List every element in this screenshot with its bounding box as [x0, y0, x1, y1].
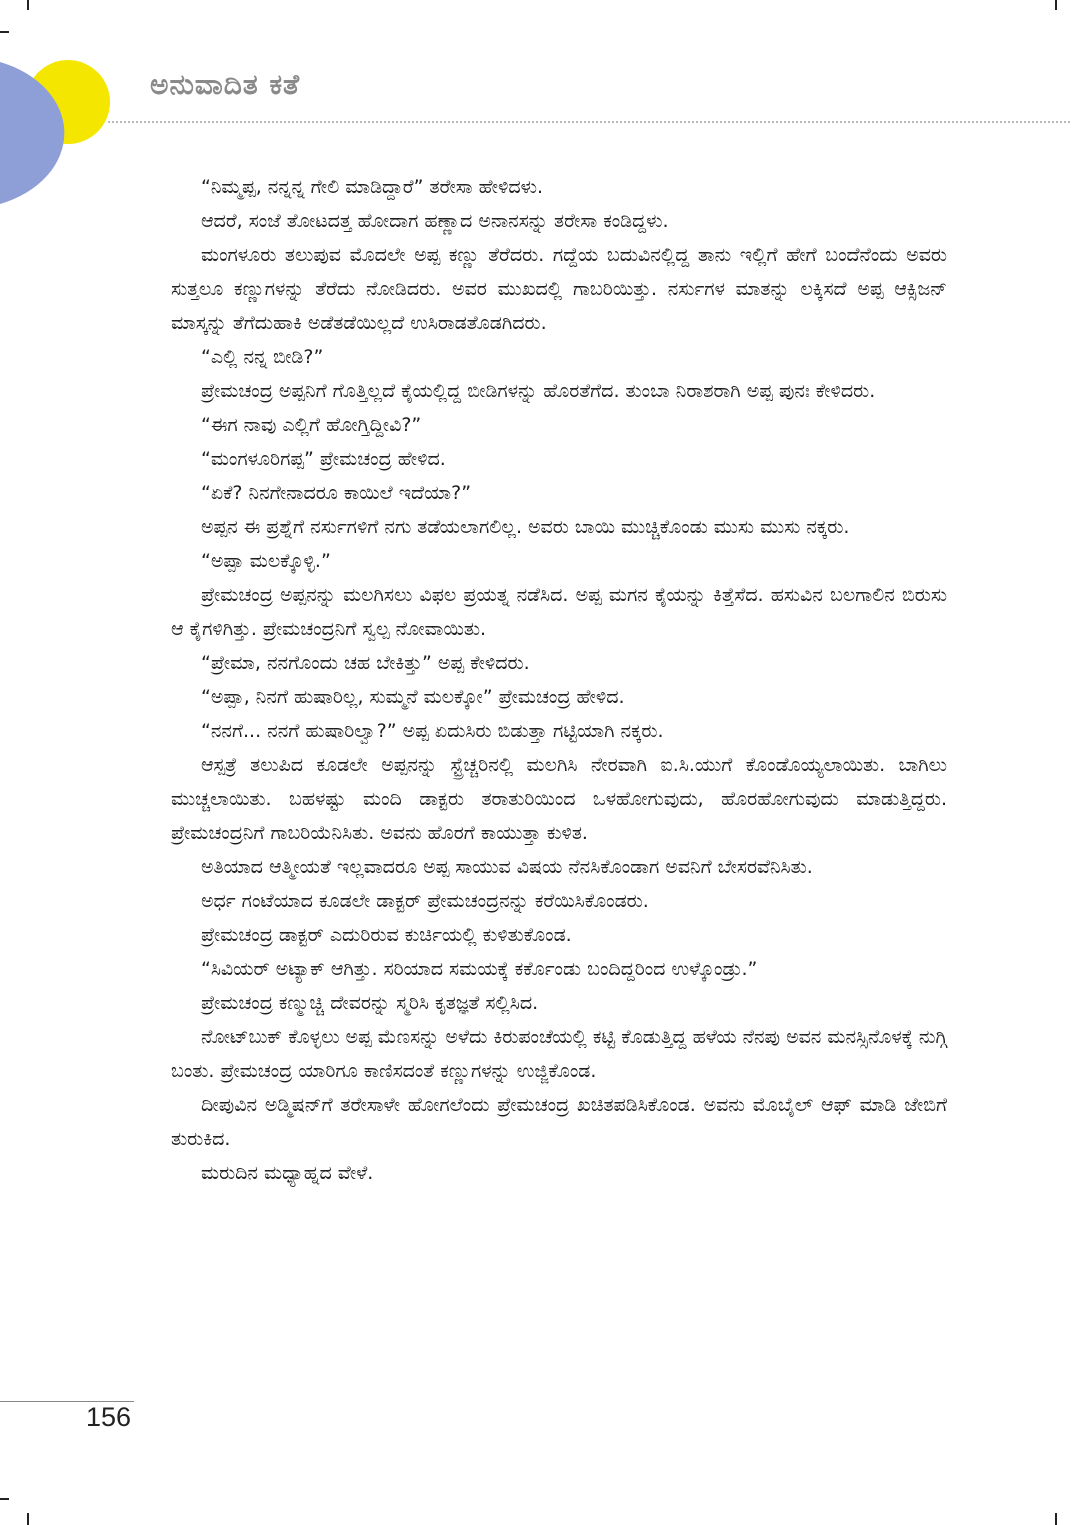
crop-mark [27, 0, 29, 10]
story-paragraph: ಪ್ರೇಮಚಂದ್ರ ಕಣ್ಮುಚ್ಚಿ ದೇವರನ್ನು ಸ್ಮರಿಸಿ ಕೃತಜ್ಞತೆ ಸಲ್ಲಿಸಿದ. [201, 992, 539, 1014]
story-paragraph: “ಸಿವಿಯರ್ ಅಟ್ಯಾಕ್ ಆಗಿತ್ತು. ಸರಿಯಾದ ಸಮಯಕ್ಕೆ ಕರ್ಕೊಂಡು ಬಂದಿದ್ದರಿಂದ ಉಳ್ಕೊಂಡ್ರು.” [201, 958, 758, 980]
story-paragraph: “ಅಪ್ಪಾ ಮಲಕ್ಕೊಳ್ಳಿ.” [201, 550, 331, 572]
story-body [171, 170, 947, 1190]
crop-mark [1055, 1513, 1057, 1525]
story-paragraph: “ಮಂಗಳೂರಿಗಪ್ಪ” ಪ್ರೇಮಚಂದ್ರ ಹೇಳಿದ. [201, 448, 446, 470]
crop-mark [0, 1498, 9, 1500]
crop-mark [27, 1513, 29, 1525]
header-decoration-circles [0, 50, 130, 210]
story-paragraph: ಪ್ರೇಮಚಂದ್ರ ಅಪ್ಪನಿಗೆ ಗೊತ್ತಿಲ್ಲದೆ ಕೈಯಲ್ಲಿದ್ದ ಬೀಡಿಗಳನ್ನು ಹೊರತೆಗೆದ. ತುಂಬಾ ನಿರಾಶರಾಗಿ ಅಪ್ಪ ಪುನಃ ಕೇಳಿದರು. [201, 380, 876, 402]
crop-mark [1055, 0, 1057, 10]
story-paragraph: ಪ್ರೇಮಚಂದ್ರ ಅಪ್ಪನನ್ನು ಮಲಗಿಸಲು ವಿಫಲ ಪ್ರಯತ್ನ ನಡೆಸಿದ. ಅಪ್ಪ ಮಗನ ಕೈಯನ್ನು ಕಿತ್ತೆಸೆದ. ಹಸುವಿನ ಬಲಗಾಲಿನ ಬಿರುಸು ಆ ಕೈಗಳಿಗಿತ್ತು. ಪ್ರೇಮಚಂದ್ರನಿಗೆ ಸ್ವಲ್ಪ ನೋವಾಯಿತು. [171, 584, 947, 640]
story-paragraph: ಪ್ರೇಮಚಂದ್ರ ಡಾಕ್ಟರ್ ಎದುರಿರುವ ಕುರ್ಚಿಯಲ್ಲಿ ಕುಳಿತುಕೊಂಡ. [201, 924, 572, 946]
story-paragraph: “ಎಲ್ಲಿ ನನ್ನ ಬೀಡಿ?” [201, 346, 324, 368]
story-paragraph: ಅತಿಯಾದ ಆತ್ಮೀಯತೆ ಇಲ್ಲವಾದರೂ ಅಪ್ಪ ಸಾಯುವ ವಿಷಯ ನೆನಸಿಕೊಂಡಾಗ ಅವನಿಗೆ ಬೇಸರವೆನಿಸಿತು. [201, 856, 813, 878]
story-paragraph: ಅಪ್ಪನ ಈ ಪ್ರಶ್ನೆಗೆ ನರ್ಸುಗಳಿಗೆ ನಗು ತಡೆಯಲಾಗಲಿಲ್ಲ. ಅವರು ಬಾಯಿ ಮುಚ್ಚಿಕೊಂಡು ಮುಸು ಮುಸು ನಕ್ಕರು. [201, 516, 850, 538]
story-paragraph: ದೀಪುವಿನ ಅಡ್ಮಿಷನ್‌ಗೆ ತರೇಸಾಳೇ ಹೋಗಲೆಂದು ಪ್ರೇಮಚಂದ್ರ ಖಚಿತಪಡಿಸಿಕೊಂಡ. ಅವನು ಮೊಬೈಲ್ ಆಫ್ ಮಾಡಿ ಜೇಬಿಗೆ ತುರುಕಿದ. [171, 1094, 947, 1150]
story-paragraph: “ಪ್ರೇಮಾ, ನನಗೊಂದು ಚಹ ಬೇಕಿತ್ತು” ಅಪ್ಪ ಕೇಳಿದರು. [201, 652, 530, 674]
story-paragraph: ಮರುದಿನ ಮಧ್ಯಾಹ್ನದ ವೇಳೆ. [201, 1162, 374, 1184]
story-paragraph: “ಏಕೆ? ನಿನಗೇನಾದರೂ ಕಾಯಿಲೆ ಇದೆಯಾ?” [201, 482, 472, 504]
story-paragraph: “ಅಪ್ಪಾ, ನಿನಗೆ ಹುಷಾರಿಲ್ಲ, ಸುಮ್ಮನೆ ಮಲಕ್ಕೋ” ಪ್ರೇಮಚಂದ್ರ ಹೇಳಿದ. [201, 686, 625, 708]
story-paragraph: ಆಸ್ಪತ್ರೆ ತಲುಪಿದ ಕೂಡಲೇ ಅಪ್ಪನನ್ನು ಸ್ಟ್ರೆಚ್ಚರಿನಲ್ಲಿ ಮಲಗಿಸಿ ನೇರವಾಗಿ ಐ.ಸಿ.ಯುಗೆ ಕೊಂಡೊಯ್ಯಲಾಯಿತು. ಬಾಗಿಲು ಮುಚ್ಚಲಾಯಿತು. ಬಹಳಷ್ಟು ಮಂದಿ ಡಾಕ್ಟರು ತರಾತುರಿಯಿಂದ ಒಳಹೋಗುವುದು, ಹೊರಹೋಗುವುದು ಮಾಡುತ್ತಿದ್ದರು. ಪ್ರೇಮಚಂದ್ರನಿಗೆ ಗಾಬರಿಯೆನಿಸಿತು. ಅವನು ಹೊರಗೆ ಕಾಯುತ್ತಾ ಕುಳಿತ. [171, 754, 947, 844]
header-dotted-divider [108, 121, 1070, 123]
crop-mark [0, 31, 9, 33]
story-paragraph: “ನನಗೆ... ನನಗೆ ಹುಷಾರಿಲ್ವಾ?” ಅಪ್ಪ ಏದುಸಿರು ಬಿಡುತ್ತಾ ಗಟ್ಟಿಯಾಗಿ ನಕ್ಕರು. [201, 720, 664, 742]
page-number: 156 [86, 1402, 132, 1432]
story-paragraph: ಅರ್ಧ ಗಂಟೆಯಾದ ಕೂಡಲೇ ಡಾಕ್ಟರ್ ಪ್ರೇಮಚಂದ್ರನನ್ನು ಕರೆಯಿಸಿಕೊಂಡರು. [201, 890, 649, 912]
story-paragraph: “ನಿಮ್ಮಪ್ಪ, ನನ್ನನ್ನ ಗೇಲಿ ಮಾಡಿದ್ದಾರೆ” ತರೇಸಾ ಹೇಳಿದಳು. [201, 176, 544, 198]
story-paragraph: ನೋಟ್‌ಬುಕ್ ಕೊಳ್ಳಲು ಅಪ್ಪ ಮೆಣಸನ್ನು ಅಳೆದು ಕಿರುಪಂಚೆಯಲ್ಲಿ ಕಟ್ಟಿ ಕೊಡುತ್ತಿದ್ದ ಹಳೆಯ ನೆನಪು ಅವನ ಮನಸ್ಸಿನೊಳಕ್ಕೆ ನುಗ್ಗಿ ಬಂತು. ಪ್ರೇಮಚಂದ್ರ ಯಾರಿಗೂ ಕಾಣಿಸದಂತೆ ಕಣ್ಣುಗಳನ್ನು ಉಜ್ಜಿಕೊಂಡ. [171, 1026, 947, 1082]
story-paragraph: ಮಂಗಳೂರು ತಲುಪುವ ಮೊದಲೇ ಅಪ್ಪ ಕಣ್ಣು ತೆರೆದರು. ಗದ್ದೆಯ ಬದುವಿನಲ್ಲಿದ್ದ ತಾನು ಇಲ್ಲಿಗೆ ಹೇಗೆ ಬಂದೆನೆಂದು ಅವರು ಸುತ್ತಲೂ ಕಣ್ಣುಗಳನ್ನು ತೆರೆದು ನೋಡಿದರು. ಅವರ ಮುಖದಲ್ಲಿ ಗಾಬರಿಯಿತ್ತು. ನರ್ಸುಗಳ ಮಾತನ್ನು ಲಕ್ಕಿಸದೆ ಅಪ್ಪ ಆಕ್ಸಿಜನ್ ಮಾಸ್ಕನ್ನು ತೆಗೆದುಹಾಕಿ ಅಡೆತಡೆಯಿಲ್ಲದೆ ಉಸಿರಾಡತೊಡಗಿದರು. [171, 244, 947, 334]
story-paragraph: “ಈಗ ನಾವು ಎಲ್ಲಿಗೆ ಹೋಗ್ತಿದ್ದೀವಿ?” [201, 414, 422, 436]
section-title: ಅನುವಾದಿತ ಕತೆ [150, 68, 301, 101]
story-paragraph: ಆದರೆ, ಸಂಜೆ ತೋಟದತ್ತ ಹೋದಾಗ ಹಣ್ಣಾದ ಅನಾನಸನ್ನು ತರೇಸಾ ಕಂಡಿದ್ದಳು. [201, 210, 669, 232]
